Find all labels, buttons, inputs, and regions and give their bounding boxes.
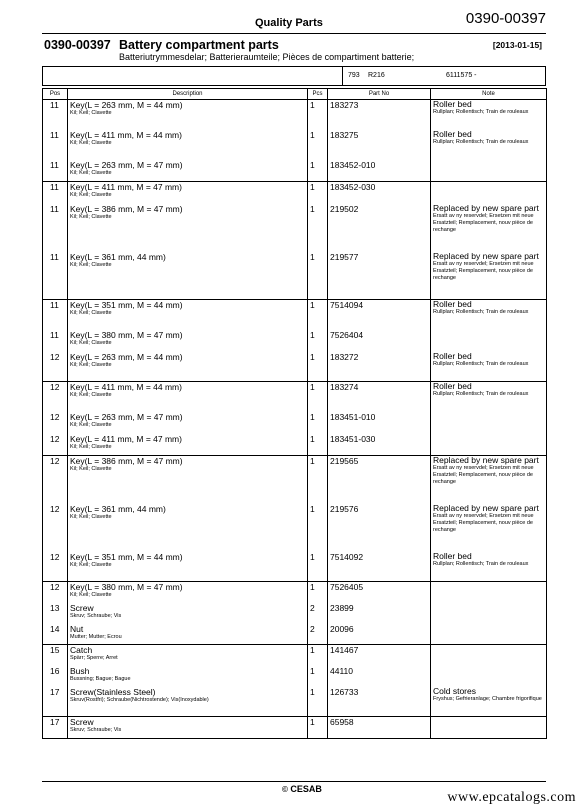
- note-translation: Rullplan; Rollentisch; Train de rouleaux: [433, 360, 529, 367]
- pos-text: 12: [50, 411, 60, 422]
- table-row: [43, 160, 547, 182]
- description-text: Key(L = 411 mm, M = 47 mm): [70, 433, 182, 444]
- cell-note: [431, 456, 547, 504]
- note-translation: Rullplan; Rollentisch; Train de rouleaux: [433, 309, 529, 315]
- description-text: Key(L = 351 mm, M = 44 mm): [70, 551, 183, 562]
- cell-pos: [43, 717, 68, 739]
- pcs-text: 1: [310, 300, 315, 310]
- cell-description: [68, 603, 308, 624]
- cell-pos: [43, 352, 68, 382]
- description-translation: Kil; Keil; Clavette: [70, 466, 112, 472]
- note-text: Roller bed: [433, 381, 472, 391]
- part-number: 141467: [330, 645, 359, 655]
- cell-description: [68, 300, 308, 330]
- description-translation: Bussning; Bague; Bague: [70, 675, 131, 682]
- description-translation: Mutter; Mutter; Ecrou: [70, 633, 122, 640]
- cell-pcs: [308, 645, 328, 666]
- table-row: [43, 456, 547, 504]
- cell-pcs: [308, 182, 328, 204]
- col-header-pos: Pos: [43, 89, 68, 100]
- cell-pos: [43, 300, 68, 330]
- table-row: [43, 300, 547, 330]
- cell-note: [431, 552, 547, 582]
- cell-description: [68, 412, 308, 434]
- pos-text: 12: [50, 456, 60, 466]
- note-translation: Rullplan; Rollentisch; Train de rouleaux: [433, 109, 529, 115]
- cell-description: [68, 130, 308, 160]
- pcs-text: 1: [310, 456, 315, 466]
- part-number: 183273: [330, 100, 359, 110]
- cell-pos: [43, 603, 68, 624]
- pos-text: 12: [50, 582, 60, 592]
- cell-pos: [43, 504, 68, 552]
- description-translation: Kil; Keil; Clavette: [70, 213, 112, 220]
- part-number: 219577: [330, 251, 359, 262]
- pos-text: 12: [50, 433, 60, 444]
- description-translation: Kil; Keil; Clavette: [70, 561, 112, 568]
- description-translation: Kil; Keil; Clavette: [70, 310, 112, 316]
- cell-note: [431, 504, 547, 552]
- description-text: Key(L = 361 mm, 44 mm): [70, 503, 166, 514]
- note-translation: Ersatt av ny reservdel; Ersetzen mit neue Ersatzteil; Remplacement, nouv pièce de rechange: [433, 212, 534, 233]
- cell-pcs: [308, 352, 328, 382]
- cell-note: [431, 100, 547, 130]
- cell-part-no: [328, 160, 431, 182]
- description-text: Key(L = 386 mm, M = 47 mm): [70, 456, 183, 466]
- cell-part-no: [328, 352, 431, 382]
- section-subtitle: Batteriutrymmesdelar; Batterieraumteile; Pièces de compartiment batterie;: [119, 52, 415, 62]
- table-row: [43, 182, 547, 204]
- cell-part-no: [328, 204, 431, 252]
- cell-part-no: [328, 552, 431, 582]
- col-header-pcs: Pcs: [308, 89, 328, 100]
- cell-pos: [43, 412, 68, 434]
- pos-text: 12: [50, 551, 60, 562]
- cell-pcs: [308, 687, 328, 717]
- pos-text: 14: [50, 623, 60, 634]
- cell-pos: [43, 130, 68, 160]
- pcs-text: 1: [310, 329, 315, 340]
- description-text: Key(L = 411 mm, M = 44 mm): [70, 382, 182, 392]
- part-number: 183452-010: [330, 159, 376, 170]
- cell-description: [68, 330, 308, 352]
- pcs-text: 2: [310, 602, 315, 613]
- cell-description: [68, 552, 308, 582]
- pcs-text: 1: [310, 100, 315, 110]
- pos-text: 11: [50, 329, 59, 340]
- table-row: [43, 552, 547, 582]
- brand-logo: © CESAB: [282, 784, 322, 794]
- cell-pcs: [308, 717, 328, 739]
- pos-text: 17: [50, 686, 60, 697]
- description-translation: Kil; Keil; Clavette: [70, 261, 112, 268]
- pcs-text: 1: [310, 582, 315, 592]
- pos-text: 12: [50, 351, 60, 362]
- pcs-text: 1: [310, 382, 315, 392]
- pos-text: 12: [50, 503, 60, 514]
- cell-pcs: [308, 300, 328, 330]
- cell-note: [431, 687, 547, 717]
- description-text: Key(L = 411 mm, M = 44 mm): [70, 129, 182, 140]
- description-translation: Kil; Keil; Clavette: [70, 192, 112, 198]
- pcs-text: 1: [310, 433, 315, 444]
- section-code: 0390-00397: [44, 38, 111, 52]
- cell-note: [431, 300, 547, 330]
- cell-pos: [43, 434, 68, 456]
- cell-pcs: [308, 456, 328, 504]
- part-number: 219565: [330, 456, 359, 466]
- description-text: Screw(Stainless Steel): [70, 686, 156, 697]
- col-header-note: Note: [431, 89, 547, 100]
- cell-note: [431, 330, 547, 352]
- note-text: Replaced by new spare part: [433, 455, 539, 465]
- pcs-text: 1: [310, 717, 315, 727]
- cell-pos: [43, 687, 68, 717]
- cell-description: [68, 666, 308, 687]
- table-row: [43, 666, 547, 687]
- table-row: [43, 504, 547, 552]
- cell-part-no: [328, 687, 431, 717]
- part-number: 7526405: [330, 582, 364, 592]
- cell-description: [68, 624, 308, 645]
- cell-pcs: [308, 666, 328, 687]
- note-translation: Rullplan; Rollentisch; Train de rouleaux: [433, 391, 529, 397]
- part-number: 219502: [330, 203, 359, 214]
- pcs-text: 1: [310, 251, 315, 262]
- description-translation: Kil; Keil; Clavette: [70, 139, 112, 146]
- note-text: Roller bed: [433, 550, 472, 561]
- description-text: Key(L = 361 mm, 44 mm): [70, 251, 166, 262]
- cell-description: [68, 645, 308, 666]
- cell-description: [68, 687, 308, 717]
- cell-pos: [43, 160, 68, 182]
- description-translation: Kil; Keil; Clavette: [70, 169, 112, 176]
- cell-description: [68, 434, 308, 456]
- cell-note: [431, 352, 547, 382]
- cell-pos: [43, 382, 68, 412]
- cell-note: [431, 603, 547, 624]
- description-text: Key(L = 351 mm, M = 44 mm): [70, 300, 183, 310]
- table-row: [43, 412, 547, 434]
- pos-text: 15: [50, 645, 60, 655]
- pcs-text: 1: [310, 551, 315, 562]
- pos-text: 16: [50, 665, 60, 676]
- part-number: 7514092: [330, 551, 364, 562]
- cell-part-no: [328, 582, 431, 603]
- ref-type: R216: [368, 72, 385, 79]
- cell-part-no: [328, 717, 431, 739]
- table-row: [43, 204, 547, 252]
- pos-text: 13: [50, 602, 60, 613]
- cell-note: [431, 382, 547, 412]
- cell-note: [431, 645, 547, 666]
- part-number: 7514094: [330, 300, 364, 310]
- cell-note: [431, 252, 547, 300]
- cell-pcs: [308, 582, 328, 603]
- cell-pos: [43, 182, 68, 204]
- cell-part-no: [328, 603, 431, 624]
- cell-note: [431, 182, 547, 204]
- description-translation: Kil; Keil; Clavette: [70, 110, 112, 116]
- cell-pcs: [308, 504, 328, 552]
- table-row: [43, 434, 547, 456]
- cell-pos: [43, 100, 68, 130]
- cell-part-no: [328, 100, 431, 130]
- cell-pcs: [308, 330, 328, 352]
- table-row: [43, 687, 547, 717]
- cell-description: [68, 160, 308, 182]
- description-text: Key(L = 263 mm, M = 44 mm): [70, 100, 183, 110]
- cell-note: [431, 582, 547, 603]
- cell-part-no: [328, 645, 431, 666]
- pcs-text: 1: [310, 411, 315, 422]
- cell-part-no: [328, 330, 431, 352]
- note-translation: Ersatt av ny reservdel; Ersetzen mit neue Ersatzteil; Remplacement, nouv pièce de rechange: [433, 512, 534, 533]
- pos-text: 11: [50, 182, 59, 192]
- cell-description: [68, 352, 308, 382]
- pcs-text: 2: [310, 623, 315, 634]
- note-text: Replaced by new spare part: [433, 250, 539, 261]
- table-row: [43, 382, 547, 412]
- pos-text: 11: [50, 129, 59, 140]
- note-text: Roller bed: [433, 350, 472, 361]
- ref-serial: 6111575 -: [446, 72, 477, 79]
- note-text: Cold stores: [433, 685, 476, 696]
- pos-text: 17: [50, 717, 60, 727]
- table-row: [43, 252, 547, 300]
- cell-note: [431, 204, 547, 252]
- note-translation: Rullplan; Rollentisch; Train de rouleaux: [433, 560, 529, 567]
- cell-description: [68, 456, 308, 504]
- cell-description: [68, 100, 308, 130]
- note-translation: Rullplan; Rollentisch; Train de rouleaux: [433, 138, 529, 145]
- cell-description: [68, 204, 308, 252]
- pos-text: 11: [50, 203, 59, 214]
- cell-pos: [43, 252, 68, 300]
- cell-pcs: [308, 252, 328, 300]
- pcs-text: 1: [310, 686, 315, 697]
- cell-note: [431, 624, 547, 645]
- cell-note: [431, 160, 547, 182]
- table-row: [43, 603, 547, 624]
- part-number: 44110: [330, 665, 354, 676]
- cell-pos: [43, 582, 68, 603]
- description-text: Nut: [70, 623, 84, 634]
- footer-divider: [42, 781, 546, 782]
- table-row: [43, 645, 547, 666]
- part-number: 183272: [330, 351, 359, 362]
- description-text: Key(L = 380 mm, M = 47 mm): [70, 582, 183, 592]
- cell-note: [431, 412, 547, 434]
- pos-text: 11: [50, 100, 59, 110]
- table-row: [43, 717, 547, 739]
- cell-note: [431, 717, 547, 739]
- description-translation: Spärr; Sperre; Arret: [70, 655, 118, 661]
- cell-pos: [43, 624, 68, 645]
- cell-pcs: [308, 434, 328, 456]
- col-header-description: Description: [68, 89, 308, 100]
- cell-pcs: [308, 552, 328, 582]
- pos-text: 12: [50, 382, 60, 392]
- description-text: Screw: [70, 717, 94, 727]
- cell-description: [68, 504, 308, 552]
- cell-pcs: [308, 624, 328, 645]
- cell-part-no: [328, 300, 431, 330]
- part-number: 65958: [330, 717, 354, 727]
- cell-part-no: [328, 624, 431, 645]
- header-divider: [42, 33, 546, 34]
- cell-pos: [43, 456, 68, 504]
- description-translation: Kil; Keil; Clavette: [70, 513, 112, 520]
- cell-description: [68, 252, 308, 300]
- pcs-text: 1: [310, 351, 315, 362]
- pos-text: 11: [50, 159, 59, 170]
- note-text: Roller bed: [433, 99, 472, 109]
- description-text: Key(L = 263 mm, M = 47 mm): [70, 411, 183, 422]
- cell-description: [68, 182, 308, 204]
- pcs-text: 1: [310, 645, 315, 655]
- page-header-title: Quality Parts: [255, 17, 323, 29]
- cell-pos: [43, 330, 68, 352]
- part-number: 20096: [330, 623, 354, 634]
- description-translation: Skruv(Rostfri); Schraube(Nichtrostende); Vis(Inoxydable): [70, 696, 209, 703]
- part-number: 126733: [330, 686, 359, 697]
- cell-description: [68, 717, 308, 739]
- cell-description: [68, 382, 308, 412]
- note-text: Roller bed: [433, 128, 472, 139]
- note-translation: Ersatt av ny reservdel; Ersetzen mit neue Ersatzteil; Remplacement, nouv pièce de rechange: [433, 465, 534, 485]
- cell-note: [431, 434, 547, 456]
- description-text: Key(L = 263 mm, M = 44 mm): [70, 351, 183, 362]
- cell-pcs: [308, 412, 328, 434]
- pcs-text: 1: [310, 129, 315, 140]
- description-translation: Skruv; Schraube; Vis: [70, 612, 122, 619]
- cell-part-no: [328, 666, 431, 687]
- description-text: Catch: [70, 645, 93, 655]
- note-text: Replaced by new spare part: [433, 202, 539, 213]
- cell-part-no: [328, 382, 431, 412]
- note-text: Roller bed: [433, 299, 472, 309]
- table-row: [43, 582, 547, 603]
- cell-pos: [43, 552, 68, 582]
- note-text: Replaced by new spare part: [433, 502, 539, 513]
- description-translation: Kil; Keil; Clavette: [70, 421, 112, 428]
- part-number: 183452-030: [330, 182, 376, 192]
- cell-pcs: [308, 603, 328, 624]
- note-translation: Ersatt av ny reservdel; Ersetzen mit neue Ersatzteil; Remplacement, nouv pièce de rechange: [433, 260, 534, 281]
- description-text: Bush: [70, 665, 90, 676]
- pos-text: 11: [50, 300, 59, 310]
- cell-part-no: [328, 252, 431, 300]
- part-number: 7526404: [330, 329, 364, 340]
- section-date: [2013-01-15]: [492, 40, 542, 50]
- cell-pos: [43, 645, 68, 666]
- pcs-text: 1: [310, 159, 315, 170]
- description-translation: Kil; Keil; Clavette: [70, 592, 112, 598]
- note-translation: Fryshus; Gefrieranlage; Chambre frigorifique: [433, 695, 542, 702]
- cell-part-no: [328, 182, 431, 204]
- cell-part-no: [328, 434, 431, 456]
- table-row: [43, 330, 547, 352]
- description-translation: Kil; Keil; Clavette: [70, 339, 112, 346]
- description-text: Key(L = 380 mm, M = 47 mm): [70, 329, 183, 340]
- description-translation: Kil; Keil; Clavette: [70, 392, 112, 398]
- page-header-code: 0390-00397: [465, 10, 546, 27]
- table-row: [43, 100, 547, 130]
- cell-part-no: [328, 456, 431, 504]
- cell-description: [68, 582, 308, 603]
- table-header-row: [43, 89, 547, 100]
- part-number: 183451-010: [330, 411, 376, 422]
- part-number: 23899: [330, 602, 354, 613]
- parts-table: [42, 88, 547, 739]
- description-text: Screw: [70, 602, 94, 613]
- cell-pos: [43, 666, 68, 687]
- cell-part-no: [328, 412, 431, 434]
- cell-pcs: [308, 204, 328, 252]
- part-number: 183274: [330, 382, 359, 392]
- description-translation: Kil; Keil; Clavette: [70, 361, 112, 368]
- table-row: [43, 130, 547, 160]
- col-header-part-no: Part No: [328, 89, 431, 100]
- pcs-text: 1: [310, 182, 315, 192]
- part-number: 183275: [330, 129, 359, 140]
- cell-note: [431, 130, 547, 160]
- pcs-text: 1: [310, 665, 315, 676]
- cell-pos: [43, 204, 68, 252]
- description-text: Key(L = 386 mm, M = 47 mm): [70, 203, 183, 214]
- part-number: 183451-030: [330, 433, 376, 444]
- cell-part-no: [328, 130, 431, 160]
- part-number: 219576: [330, 503, 359, 514]
- cell-pcs: [308, 100, 328, 130]
- description-translation: Kil; Keil; Clavette: [70, 443, 112, 450]
- table-row: [43, 624, 547, 645]
- pcs-text: 1: [310, 503, 315, 514]
- table-row: [43, 352, 547, 382]
- ref-model: 793: [348, 72, 360, 79]
- watermark: www.epcatalogs.com: [447, 790, 576, 805]
- pos-text: 11: [50, 251, 59, 262]
- cell-pcs: [308, 382, 328, 412]
- cell-pcs: [308, 160, 328, 182]
- cell-pcs: [308, 130, 328, 160]
- section-title: Battery compartment parts: [119, 38, 279, 52]
- description-text: Key(L = 411 mm, M = 47 mm): [70, 182, 182, 192]
- cell-note: [431, 666, 547, 687]
- cell-part-no: [328, 504, 431, 552]
- pcs-text: 1: [310, 203, 315, 214]
- reference-box: [42, 66, 546, 86]
- description-translation: Skruv; Schraube; Vis: [70, 727, 122, 733]
- description-text: Key(L = 263 mm, M = 47 mm): [70, 159, 183, 170]
